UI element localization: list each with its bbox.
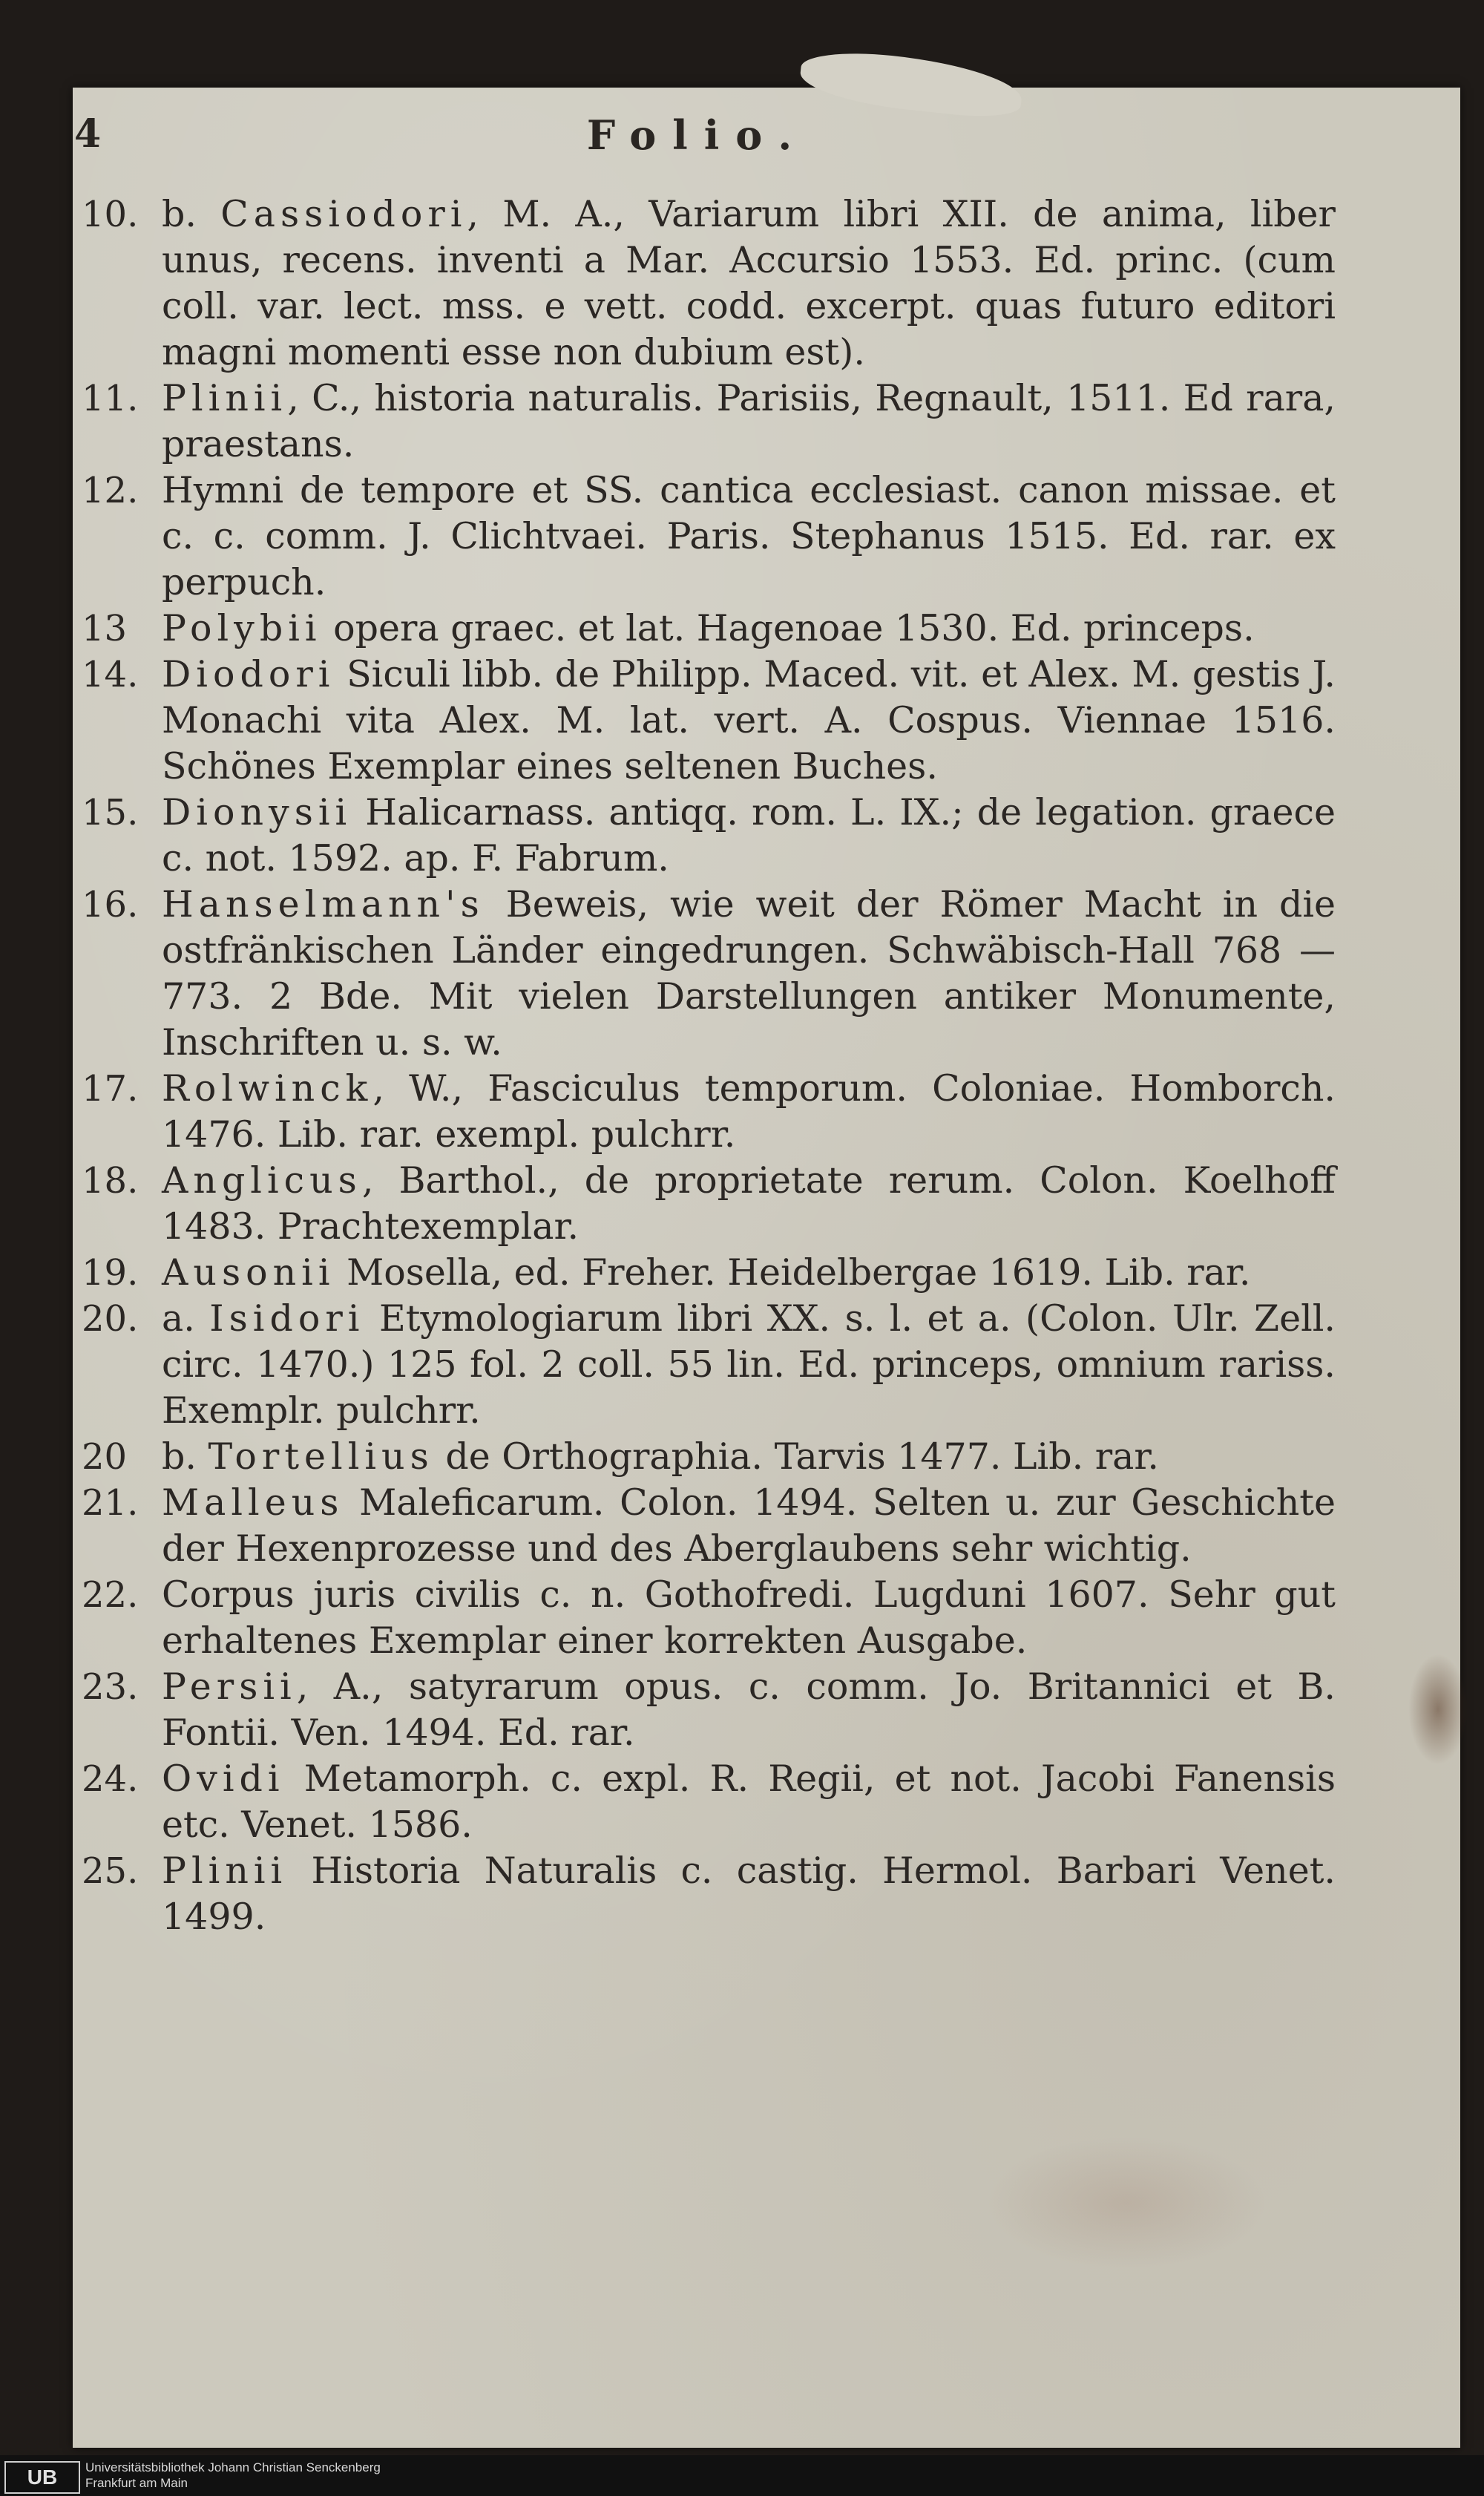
catalog-entry bbox=[82, 1756, 1336, 1848]
catalog-entry bbox=[82, 1848, 1336, 1940]
entry-description: Historia Naturalis c. castig. Hermol. Barbari Venet. 1499. bbox=[162, 1850, 1336, 1938]
entry-author: Malleus bbox=[162, 1481, 344, 1524]
catalog-entry bbox=[82, 191, 1336, 376]
entry-number: 20 bbox=[82, 1436, 128, 1478]
entry-author: Hanselmann's bbox=[162, 883, 485, 926]
catalog-entry bbox=[82, 790, 1336, 882]
entry-text bbox=[162, 1250, 1336, 1296]
entry-sublabel: b. bbox=[162, 1435, 209, 1478]
entry-description: Corpus juris civilis c. n. Gothofredi. Lugduni 1607. Sehr gut erhaltenes Exemplar einer korrekten Ausgabe. bbox=[162, 1573, 1336, 1662]
catalog-entry bbox=[82, 1572, 1336, 1664]
catalog-entry bbox=[82, 1664, 1336, 1756]
entry-number: 23. bbox=[82, 1666, 139, 1708]
running-head: Folio. bbox=[586, 111, 809, 159]
entry-description: Hymni de tempore et SS. cantica ecclesiast. canon missae. et c. c. comm. J. Clichtvaei. Paris. Stephanus 1515. Ed. rar. ex perpuch. bbox=[162, 469, 1336, 603]
entry-number: 19. bbox=[82, 1252, 139, 1294]
entry-description: Mosella, ed. Freher. Heidelbergae 1619. Lib. rar. bbox=[335, 1251, 1251, 1294]
entry-author: Diodori bbox=[162, 653, 335, 695]
entry-text bbox=[162, 191, 1336, 376]
entry-description: Beweis, wie weit der Römer Macht in die ostfränkischen Länder eingedrungen. Schwäbisch-Hall 768 — 773. 2 Bde. Mit vielen Darstellungen antiker Monumente, Inschriften u. s. w. bbox=[162, 883, 1336, 1064]
entry-author: Tortellius bbox=[208, 1435, 434, 1478]
entry-description: Siculi libb. de Philipp. Maced. vit. et Alex. M. gestis J. Monachi vita Alex. M. lat. vert. A. Cospus. Viennae 1516. Schönes Exemplar eines seltenen Buches. bbox=[162, 653, 1336, 787]
entry-text bbox=[162, 1296, 1336, 1434]
entry-number: 25. bbox=[82, 1850, 139, 1892]
library-city: Frankfurt am Main bbox=[85, 2476, 188, 2490]
entry-number: 22. bbox=[82, 1574, 139, 1616]
page-number: 4 bbox=[74, 111, 102, 157]
entry-number: 11. bbox=[82, 378, 139, 419]
library-logo: UB bbox=[4, 2461, 80, 2494]
entry-text bbox=[162, 1572, 1336, 1664]
entry-author: Plinii bbox=[162, 1850, 288, 1892]
catalog-entry bbox=[82, 468, 1336, 606]
entry-description: Maleficarum. Colon. 1494. Selten u. zur Geschichte der Hexenprozesse und des Aberglaubens sehr wichtig. bbox=[162, 1481, 1336, 1570]
page-header bbox=[74, 111, 1321, 171]
entry-text bbox=[162, 606, 1336, 652]
entry-text bbox=[162, 1434, 1336, 1480]
entry-number: 15. bbox=[82, 792, 139, 833]
entry-text bbox=[162, 468, 1336, 606]
entry-description: Etymologiarum libri XX. s. l. et a. (Colon. Ulr. Zell. circ. 1470.) 125 fol. 2 coll. 55 lin. Ed. princeps, omnium rariss. Exemplr. pulchrr. bbox=[162, 1297, 1336, 1432]
entry-number: 18. bbox=[82, 1160, 139, 1202]
entry-text bbox=[162, 376, 1336, 468]
entry-number: 16. bbox=[82, 884, 139, 926]
entry-author: Persii bbox=[162, 1665, 297, 1708]
entry-text bbox=[162, 1158, 1336, 1250]
entry-number: 13 bbox=[82, 608, 128, 649]
entry-number: 21. bbox=[82, 1482, 139, 1524]
entry-number: 12. bbox=[82, 470, 139, 511]
catalog-entry bbox=[82, 376, 1336, 468]
entry-text bbox=[162, 1480, 1336, 1572]
entry-number: 10. bbox=[82, 194, 139, 235]
entry-description: , W., Fasciculus temporum. Coloniae. Homborch. 1476. Lib. rar. exempl. pulchrr. bbox=[162, 1067, 1336, 1156]
catalog-entry bbox=[82, 1158, 1336, 1250]
entry-text bbox=[162, 1756, 1336, 1848]
entry-text bbox=[162, 1848, 1336, 1940]
entry-description: , A., satyrarum opus. c. comm. Jo. Britannici et B. Fontii. Ven. 1494. Ed. rar. bbox=[162, 1665, 1336, 1754]
entry-author: Ovidi bbox=[162, 1758, 285, 1800]
entry-sublabel: b. bbox=[162, 193, 221, 235]
catalog-entry bbox=[82, 1296, 1336, 1434]
entry-text bbox=[162, 882, 1336, 1066]
entry-author: Polybii bbox=[162, 607, 322, 649]
entry-number: 17. bbox=[82, 1068, 139, 1110]
entry-description: , Barthol., de proprietate rerum. Colon. Koelhoff 1483. Prachtexemplar. bbox=[162, 1159, 1336, 1248]
entry-number: 24. bbox=[82, 1758, 139, 1800]
entry-description: Halicarnass. antiqq. rom. L. IX.; de legation. graece c. not. 1592. ap. F. Fabrum. bbox=[162, 791, 1336, 880]
entry-description: opera graec. et lat. Hagenoae 1530. Ed. princeps. bbox=[321, 607, 1255, 649]
catalog-entries bbox=[82, 191, 1336, 1940]
library-credit bbox=[85, 2460, 381, 2491]
library-footer bbox=[0, 2455, 1484, 2496]
entry-author: Isidori bbox=[209, 1297, 365, 1340]
entry-description: , M. A., Variarum libri XII. de anima, liber unus, recens. inventi a Mar. Accursio 1553. Ed. princ. (cum coll. var. lect. mss. e vett. codd. excerpt. quas futuro editori magni momenti esse non dubium est). bbox=[162, 193, 1336, 373]
entry-number: 14. bbox=[82, 654, 139, 695]
entry-author: Dionysii bbox=[162, 791, 352, 833]
catalog-entry bbox=[82, 652, 1336, 790]
entry-author: Rolwinck bbox=[162, 1067, 373, 1110]
entry-description: de Orthographia. Tarvis 1477. Lib. rar. bbox=[433, 1435, 1159, 1478]
entry-sublabel: a. bbox=[162, 1297, 210, 1340]
stain-mark bbox=[1408, 1654, 1468, 1765]
catalog-entry bbox=[82, 606, 1336, 652]
entry-author: Plinii bbox=[162, 377, 288, 419]
catalog-entry bbox=[82, 1250, 1336, 1296]
entry-text bbox=[162, 652, 1336, 790]
entry-description: Metamorph. c. expl. R. Regii, et not. Jacobi Fanensis etc. Venet. 1586. bbox=[162, 1758, 1336, 1846]
entry-text bbox=[162, 1664, 1336, 1756]
entry-author: Cassiodori bbox=[220, 193, 467, 235]
entry-text bbox=[162, 790, 1336, 882]
stain-mark bbox=[985, 2136, 1267, 2270]
entry-author: Anglicus bbox=[162, 1159, 362, 1202]
entry-description: , C., historia naturalis. Parisiis, Regnault, 1511. Ed rara, praestans. bbox=[162, 377, 1336, 465]
catalog-entry bbox=[82, 1066, 1336, 1158]
entry-text bbox=[162, 1066, 1336, 1158]
catalog-entry bbox=[82, 1480, 1336, 1572]
library-name: Universitätsbibliothek Johann Christian Senckenberg bbox=[85, 2460, 381, 2474]
catalog-entry bbox=[82, 1434, 1336, 1480]
entry-number: 20. bbox=[82, 1298, 139, 1340]
entry-author: Ausonii bbox=[162, 1251, 335, 1294]
catalog-entry bbox=[82, 882, 1336, 1066]
